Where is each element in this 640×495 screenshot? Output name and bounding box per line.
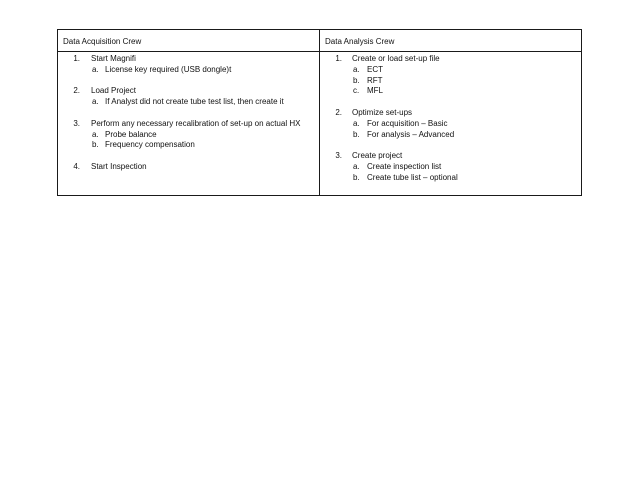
substep-letter: a. xyxy=(92,64,99,74)
analysis-substep xyxy=(320,162,581,173)
acquisition-header-text: Data Acquisition Crew xyxy=(63,37,142,46)
acquisition-steps xyxy=(58,52,320,195)
substep-letter: a. xyxy=(353,118,360,128)
substep-text: Probe balance xyxy=(105,129,157,139)
substep-text: For acquisition – Basic xyxy=(367,118,448,128)
step-number: 2. xyxy=(335,107,342,117)
substep-text: For analysis – Advanced xyxy=(367,129,455,139)
step-text: Perform any necessary recalibration of set-up on actual HX xyxy=(91,118,301,128)
substep-letter: b. xyxy=(92,140,99,150)
step-text: Start Inspection xyxy=(91,161,147,171)
analysis-step-3 xyxy=(320,151,581,183)
substep-text: Frequency compensation xyxy=(105,140,195,150)
step-text: Optimize set-ups xyxy=(352,107,413,117)
acquisition-header xyxy=(58,30,320,52)
substep-letter: a. xyxy=(92,97,99,107)
acquisition-step-line xyxy=(58,86,319,97)
acquisition-substep xyxy=(58,97,319,108)
substep-letter: a. xyxy=(92,129,99,139)
analysis-steps xyxy=(320,52,581,195)
step-number: 1. xyxy=(73,54,80,63)
analysis-header-text: Data Analysis Crew xyxy=(325,37,395,46)
acquisition-substep xyxy=(58,140,319,151)
acquisition-substep xyxy=(58,130,319,141)
analysis-substep xyxy=(320,173,581,184)
step-text: Create project xyxy=(352,151,403,161)
substep-letter: b. xyxy=(353,172,360,182)
step-number: 3. xyxy=(335,151,342,161)
crew-table xyxy=(57,29,582,196)
acquisition-step-line xyxy=(58,54,319,65)
analysis-substep xyxy=(320,76,581,87)
analysis-step-2 xyxy=(320,108,581,140)
analysis-substep xyxy=(320,65,581,76)
substep-letter: b. xyxy=(353,129,360,139)
substep-text: Create tube list – optional xyxy=(367,172,458,182)
analysis-step-line xyxy=(320,151,581,162)
step-number: 2. xyxy=(73,86,80,96)
analysis-step-line xyxy=(320,54,581,65)
acquisition-substep xyxy=(58,65,319,76)
acquisition-step-2 xyxy=(58,86,319,108)
step-number: 4. xyxy=(73,161,80,171)
step-text: Load Project xyxy=(91,86,136,96)
acquisition-step-1 xyxy=(58,54,319,76)
acquisition-step-4 xyxy=(58,162,319,173)
substep-text: ECT xyxy=(367,64,383,74)
analysis-substep xyxy=(320,86,581,97)
substep-letter: a. xyxy=(353,64,360,74)
substep-letter: c. xyxy=(353,86,360,96)
step-number: 1. xyxy=(335,54,342,63)
substep-text: RFT xyxy=(367,75,383,85)
substep-text: If Analyst did not create tube test list, then create it xyxy=(105,97,284,107)
substep-letter: a. xyxy=(353,161,360,171)
analysis-step-1 xyxy=(320,54,581,97)
acquisition-step-line xyxy=(58,162,319,173)
analysis-header xyxy=(320,30,581,52)
step-number: 3. xyxy=(73,118,80,128)
acquisition-step-line xyxy=(58,119,319,130)
analysis-step-line xyxy=(320,108,581,119)
analysis-substep xyxy=(320,119,581,130)
step-text: Create or load set-up file xyxy=(352,54,440,63)
substep-letter: b. xyxy=(353,75,360,85)
step-text: Start Magnifi xyxy=(91,54,136,63)
acquisition-step-3 xyxy=(58,119,319,151)
substep-text: Create inspection list xyxy=(367,161,442,171)
analysis-substep xyxy=(320,130,581,141)
substep-text: License key required (USB dongle)t xyxy=(105,64,232,74)
substep-text: MFL xyxy=(367,86,383,96)
